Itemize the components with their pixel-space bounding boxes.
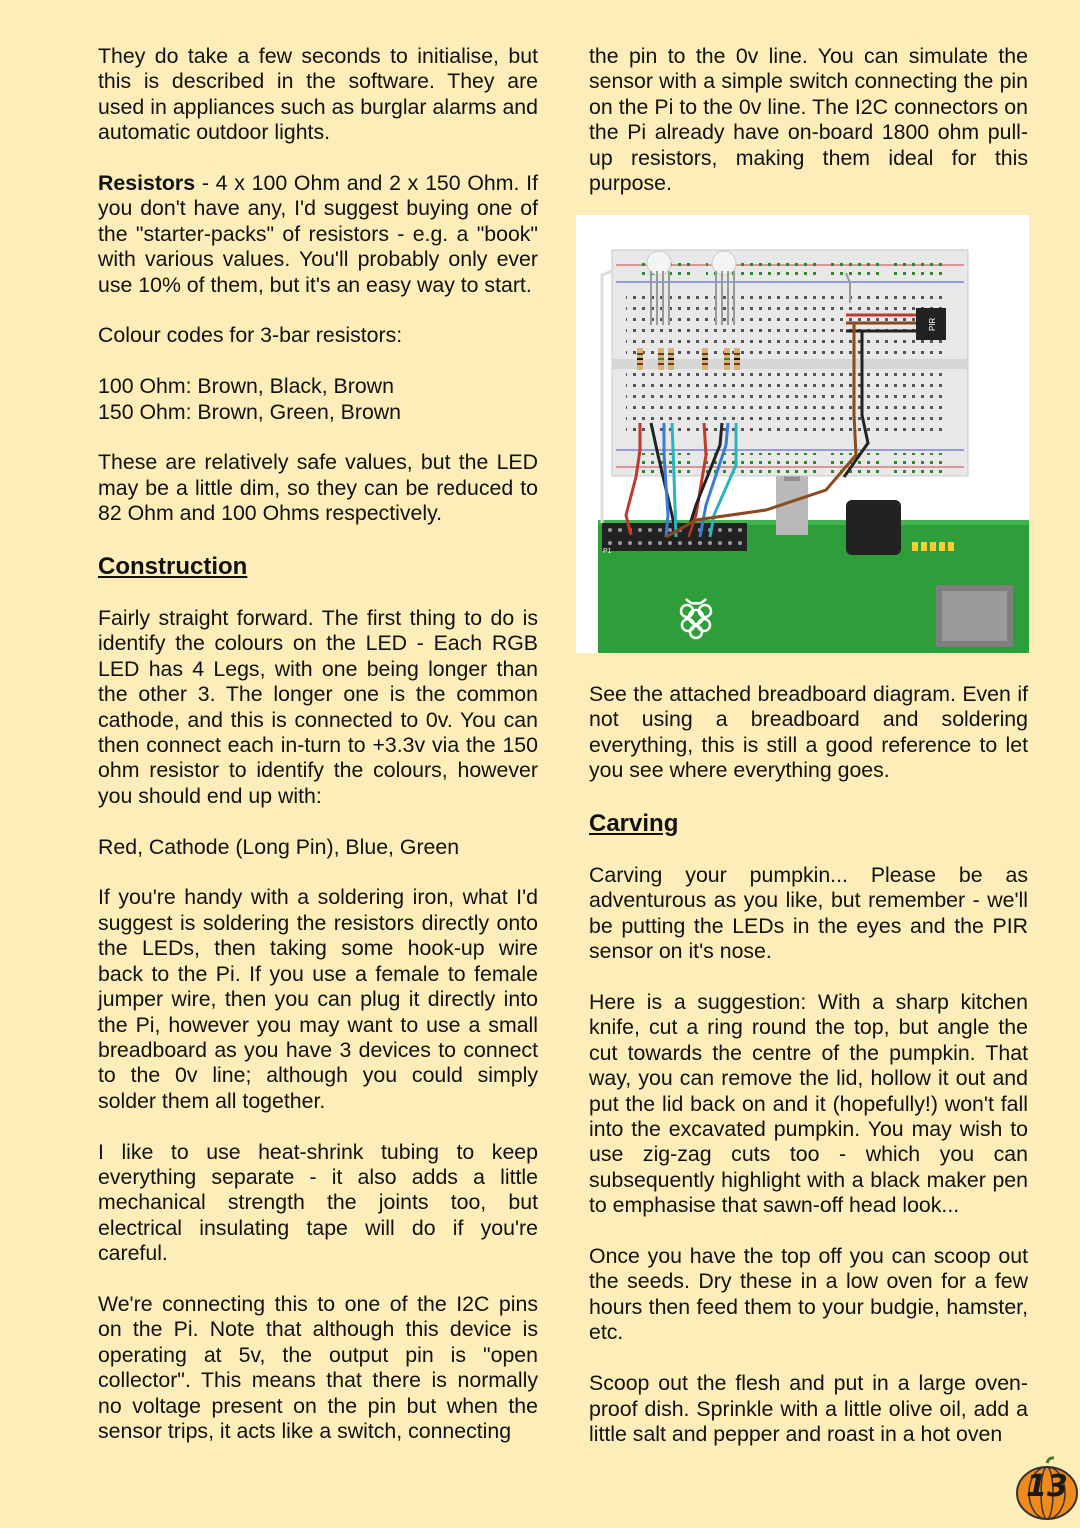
carving-heading: Carving [589,810,679,838]
paragraph-initialise: They do take a few seconds to initialise, but this is described in the software. They are used in appliances such as burglar alarms and automatic outdoor lights. [98,44,538,145]
left-column [98,44,538,1470]
breadboard-diagram-svg [576,215,1029,653]
paragraph-seeds: Once you have the top off you can scoop out the seeds. Dry these in a low oven for a few hours then feed them to your budgie, hamster, etc. [589,1244,1028,1345]
page-number-pumpkin [1014,1455,1080,1521]
paragraph-soldering: If you're handy with a soldering iron, what I'd suggest is soldering the resistors directly onto the LEDs, then taking some hook-up wire back to the Pi. If you use a female to female jumper wire, then you can plug it directly into the Pi, however you may want to use a small breadboard as you have 3 devices to connect to the 0v line; although you could simply solder them all together. [98,885,538,1113]
right-column-top [589,44,1028,222]
paragraph-carving: Carving your pumpkin... Please be as adventurous as you like, but remember - we'll be putting the LEDs in the eyes and the PIR sensor on it's nose. [589,863,1028,964]
paragraph-heat-shrink: I like to use heat-shrink tubing to keep everything separate - it also adds a little mechanical strength the joints too, but electrical insulating tape will do if you're careful. [98,1139,538,1266]
resistors-text: - 4 x 100 Ohm and 2 x 150 Ohm. If you don't have any, I'd suggest buying one of the "starter-packs" of resistors - e.g. a "book" with various values. You'll probably only ever use 10% of them, but it's an easy way to start. [98,171,538,297]
paragraph-i2c: We're connecting this to one of the I2C pins on the Pi. Note that although this device is operating at 5v, the output pin is "open collector". This means that there is normally no voltage present on the pin but when the sensor trips, it acts like a switch, connecting [98,1291,538,1443]
construction-heading: Construction [98,553,248,581]
pin-label: P1 [603,548,612,555]
colour-codes-heading: Colour codes for 3-bar resistors: [98,323,403,348]
right-column-bottom [589,682,1028,1473]
paragraph-breadboard: See the attached breadboard diagram. Even if not using a breadboard and soldering everything, this is still a good reference to let you see where everything goes. [589,682,1028,783]
paragraph-pin-continue: the pin to the 0v line. You can simulate the sensor with a simple switch connecting the pin on the Pi to the 0v line. The I2C connectors on the Pi already have on-board 1800 ohm pull-up resistors, making them ideal for this purpose. [589,44,1028,196]
paragraph-resistors [98,171,538,298]
pir-label: PIR [928,317,937,331]
page-number: 13 [1026,1469,1068,1504]
audio-jack [846,500,901,555]
breadboard-diagram [576,215,1029,653]
paragraph-suggestion: Here is a suggestion: With a sharp kitchen knife, cut a ring round the top, but angle the cut towards the centre of the pumpkin. That way, you can remove the lid, hollow it out and put the lid back on and it (hopefully!) won't fall into the excavated pumpkin. You may wish to use zig-zag cuts too - which you can subsequently highlight with a black maker pen to emphasise that sawn-off head look... [589,990,1028,1218]
colour-code-100: 100 Ohm: Brown, Black, Brown [98,374,394,399]
colour-code-150: 150 Ohm: Brown, Green, Brown [98,399,402,424]
paragraph-scoop: Scoop out the flesh and put in a large oven-proof dish. Sprinkle with a little olive oil, add a little salt and pepper and roast in a hot oven [589,1371,1028,1446]
paragraph-safe-values: These are relatively safe values, but the LED may be a little dim, so they can be reduced to 82 Ohm and 100 Ohms respectively. [98,450,538,526]
resistors-label: Resistors [98,171,196,196]
paragraph-construction: Fairly straight forward. The first thing to do is identify the colours on the LED - Each RGB LED has 4 Legs, with one being longer than the other 3. The longer one is the common cathode, and this is connected to 0v. You can then connect each in-turn to +3.3v via the 150 ohm resistor to identify the colours, however you should end up with: [98,606,538,808]
paragraph-pin-order: Red, Cathode (Long Pin), Blue, Green [98,834,460,859]
